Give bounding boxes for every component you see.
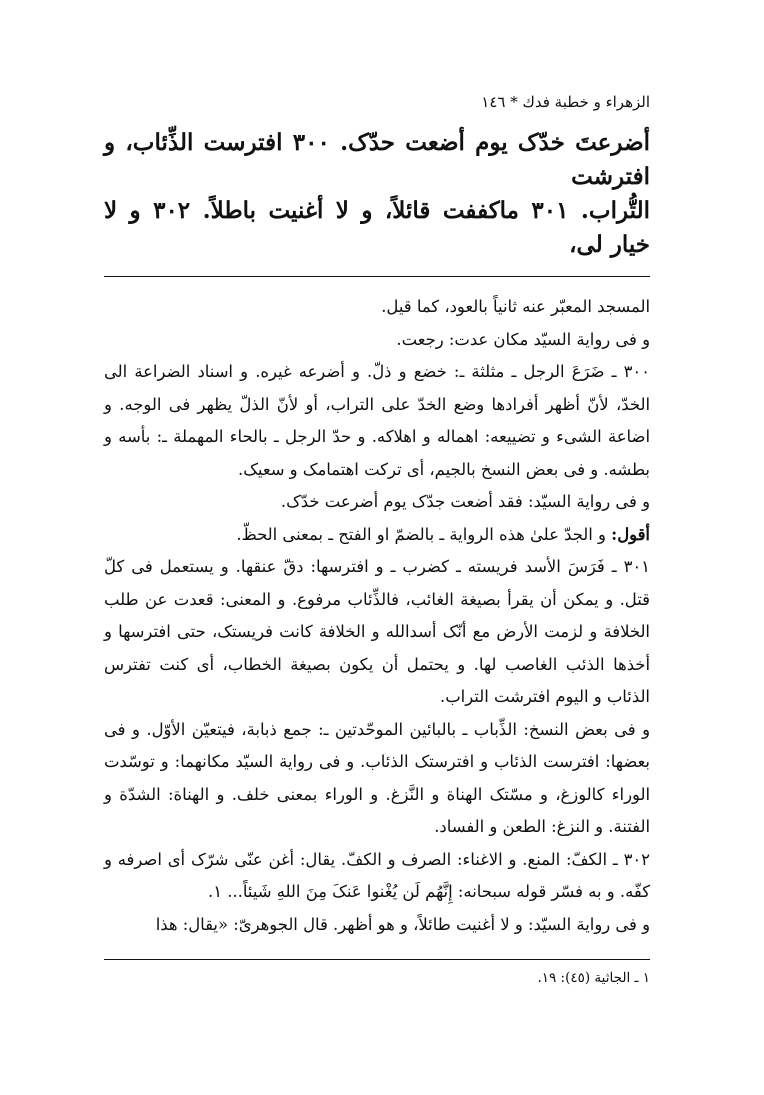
verse-line: أضرعتَ خدّک يوم أضعت حدّک. ٣٠٠ افترست الذِّئاب، و افترشت [104, 129, 650, 190]
commentary-paragraph [104, 519, 650, 552]
commentary-paragraph: و فی رواية السيّد: فقد أضعت جدّک يوم أضرعت خدّک. [280, 492, 650, 511]
commentary-paragraph: ٣٠١ ـ فَرَسَ الأسد فريسته ـ کضرب ـ و افترسها: دقّ عنقها. و يستعمل فی کلّ قتل. و يمکن أن يقرأ بصيغة الغائب، فالذِّئاب مرفوع. و المعنی: قعدت عن طلب الخلافة و لزمت الأرض مع أنّک أسدالله و الخلافة کانت فريستک، حتی افترسها و أخذها الذئب الغاصب لها. و يحتمل أن يکون بصيغة الخطاب، أی کنت تفترس الذئاب و اليوم افترشت التراب. [104, 557, 650, 706]
section-divider [104, 276, 650, 277]
footnote: ١ ـ الجاثية (٤٥): ١٩. [537, 970, 650, 986]
commentary-paragraph: و فی بعض النسخ: الذِّباب ـ بالبائين الموحّدتين ـ: جمع ذبابة، فيتعيّن الأوّل. و فی بعضها: افترست الذئاب و افترستک الذئاب. و فی رواية السيّد مکانهما: و توسّدت الوراء کالوزغ، و مسّتک الهناة و النَّزغ. و الوراء بمعنی خلف. و الهناة: الشدّة و الفتنة. و النزغ: الطعن و الفساد. [104, 719, 650, 836]
commentary-text: و الجدّ علیٰ هذه الرواية ـ بالضمّ او الفتح ـ بمعنی الحظّ. [236, 524, 612, 544]
commentary-paragraph: و فی رواية السيّد: و لا أغنيت طائلاً، و هو أظهر. قال الجوهریّ: «يقال: هذا [155, 914, 650, 934]
running-header: الزهراء و خطبة فدك * ١٤٦ [481, 93, 650, 111]
commentary-paragraph: و فی رواية السيّد مکان عدت: رجعت. [396, 329, 650, 349]
main-text [104, 126, 650, 262]
verse-line: التُّراب. ٣٠١ ماکففت قائلاً، و لا أغنيت باطلاً. ٣٠٢ و لا خيار لی، [104, 197, 650, 258]
book-page [104, 92, 650, 988]
commentary-lead: أقول: [611, 524, 650, 544]
commentary-paragraph: ٣٠٢ ـ الکفّ: المنع. و الاغناء: الصرف و الکفّ. يقال: أغن عنّی شرّک أی اصرفه و کفّه. و به فسّر قوله سبحانه: إِنَّهُم لَن يُغْنوا عَنکَ مِنَ اللهِ شَيئاً... ١. [104, 849, 650, 901]
footnote-divider [104, 959, 650, 960]
commentary [104, 291, 650, 941]
commentary-paragraph: ٣٠٠ ـ ضَرَعَ الرجل ـ مثلثة ـ: خضع و ذلّ. و أضرعه غيره. و اسناد الضراعة الی الخدّ، لأنّ أظهر أفرادها وضع الخدّ علی التراب، أو لأنّ الذلّ يظهر فی الوجه. و اضاعة الشیء و تضييعه: اهماله و اهلاکه. و حدّ الرجل ـ بالحاء المهملة ـ: بأسه و بطشه. و فی بعض النسخ بالجيم، أی ترکت اهتمامک و سعيک. [104, 362, 650, 479]
commentary-paragraph: المسجد المعبّر عنه ثانياً بالعود، کما قيل. [381, 297, 650, 316]
